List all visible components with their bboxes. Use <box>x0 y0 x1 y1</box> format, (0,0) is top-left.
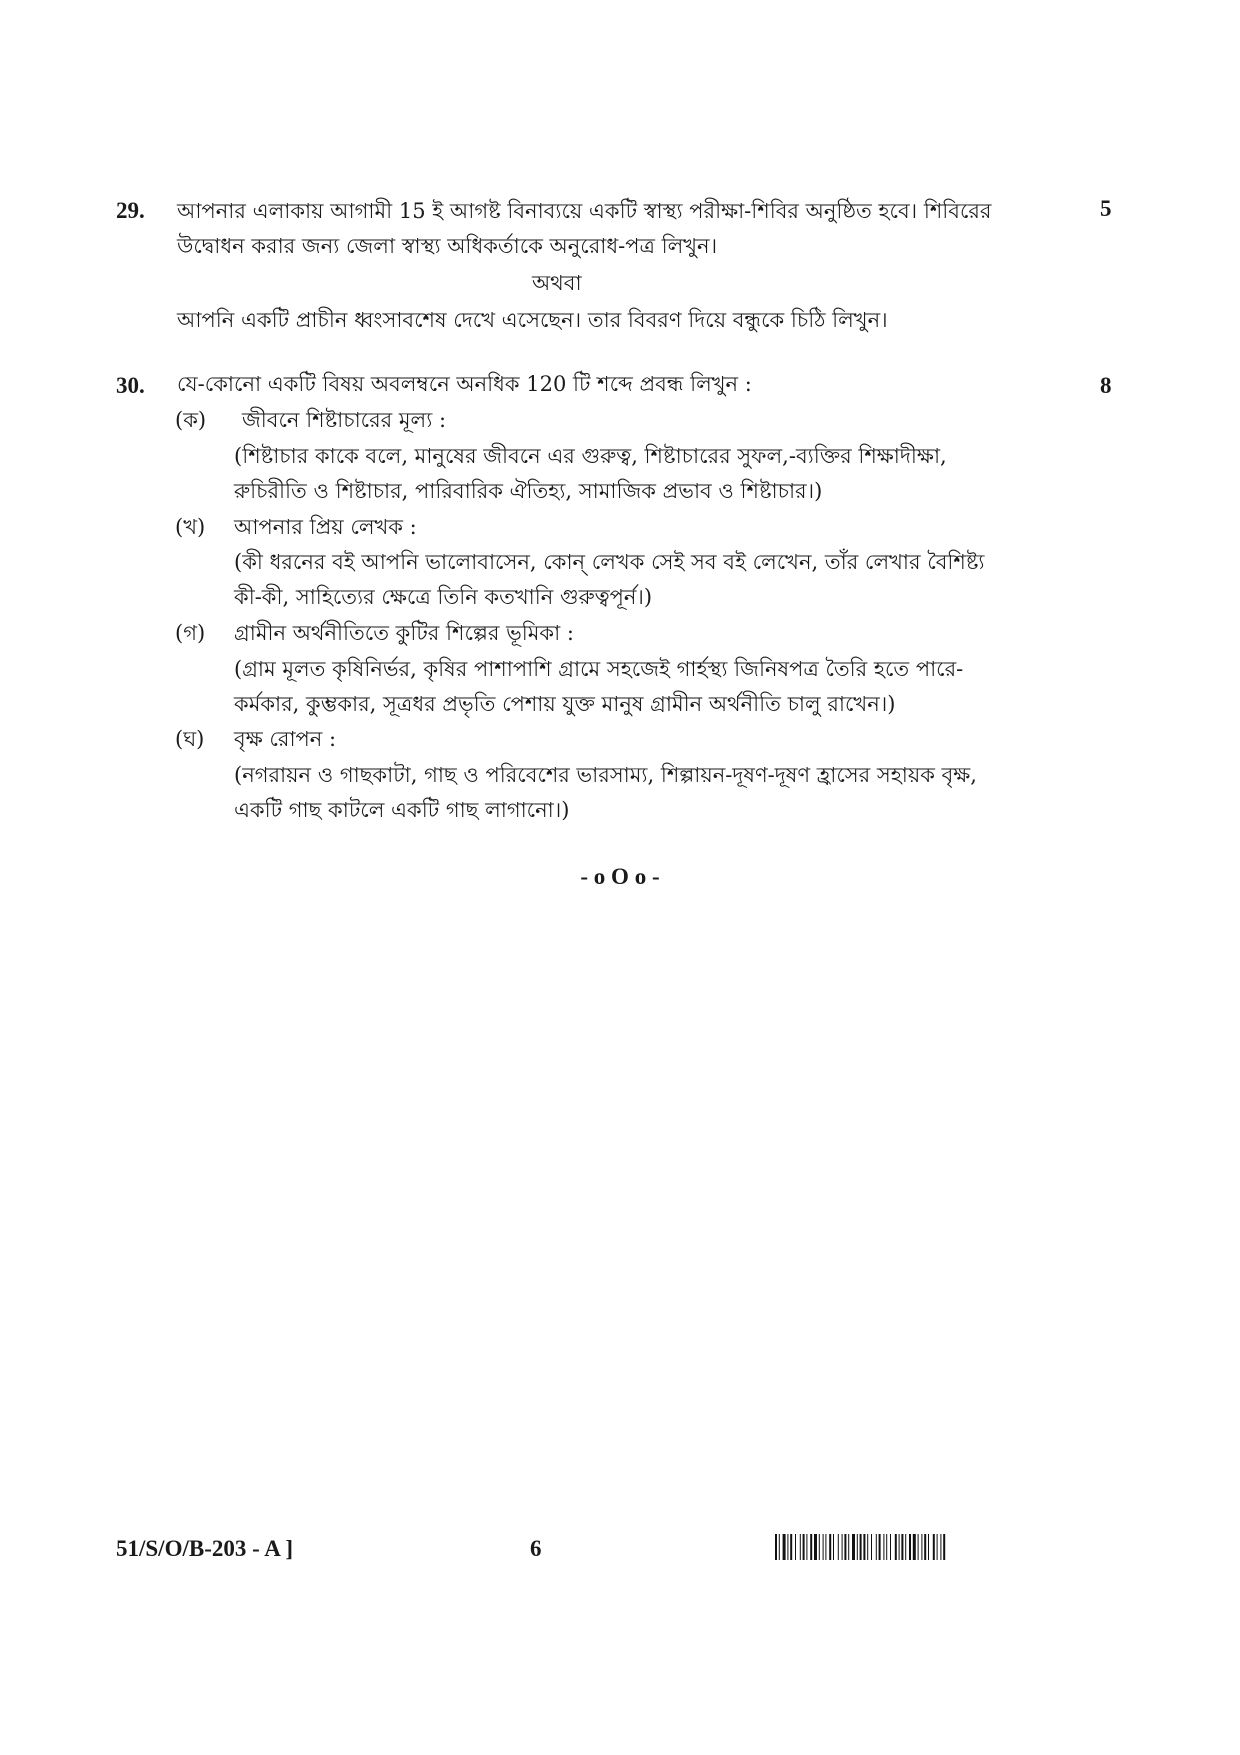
barcode-bar <box>901 1534 903 1560</box>
option-hint-line: (গ্রাম মূলত কৃষিনির্ভর, কৃষির পাশাপাশি গ্রামে সহজেই গার্হস্থ্য জিনিষপত্র তৈরি হতে পারে- <box>234 657 964 681</box>
barcode-bar <box>933 1534 935 1560</box>
page-number: 6 <box>530 1536 542 1561</box>
barcode-bar <box>921 1534 922 1560</box>
barcode-bar <box>909 1534 911 1560</box>
question-30-intro: যে-কোনো একটি বিষয় অবলম্বনে অনধিক 120 টি শব্দে প্রবন্ধ লিখুন : <box>177 372 752 396</box>
barcode-bar <box>779 1534 780 1560</box>
barcode-bar <box>838 1534 839 1560</box>
option-label: (ঘ) <box>175 727 205 751</box>
option-label: (ক) <box>175 408 207 432</box>
paper-code: 51/S/O/B-203 - A ] <box>116 1536 293 1561</box>
barcode-bar <box>860 1534 862 1560</box>
question-30-number: 30. <box>116 373 145 398</box>
question-29-marks: 5 <box>1100 196 1112 221</box>
barcode-bar <box>795 1534 796 1560</box>
barcode-bar <box>783 1534 786 1560</box>
option-hint-line: (শিষ্টাচার কাকে বলে, মানুষের জীবনে এর গুরুত্ব, শিষ্টাচারের সুফল,-ব্যক্তির শিক্ষাদীক্ষা, <box>234 444 947 468</box>
option-hint-line: কর্মকার, কুম্ভকার, সূত্রধর প্রভৃতি পেশায় যুক্ত মানুষ গ্রামীন অর্থনীতি চালু রাখেন।) <box>234 692 896 716</box>
barcode-bar <box>848 1534 849 1560</box>
barcode-bar <box>787 1534 788 1560</box>
barcode-bar <box>928 1534 929 1560</box>
barcode-bar <box>871 1534 872 1560</box>
barcode-bar <box>814 1534 817 1560</box>
barcode-bar <box>823 1534 824 1560</box>
question-29-or: অথবা <box>532 271 582 295</box>
option-title: বৃক্ষ রোপন : <box>234 727 337 751</box>
barcode-bar <box>879 1534 881 1560</box>
barcode-bar <box>844 1534 846 1560</box>
barcode-bar <box>895 1534 897 1560</box>
question-29-line-1: আপনার এলাকায় আগামী 15 ই আগষ্ট বিনাব্যয়ে একটি স্বাস্থ্য পরীক্ষা-শিবির অনুষ্ঠিত হবে। শিবিরের <box>177 199 992 223</box>
barcode-bar <box>899 1534 900 1560</box>
option-label: (গ) <box>175 621 206 645</box>
option-hint-line: (কী ধরনের বই আপনি ভালোবাসেন, কোন্‌ লেখক সেই সব বই লেখেন, তাঁর লেখার বৈশিষ্ট্য <box>234 550 985 574</box>
barcode-bar <box>852 1534 855 1560</box>
barcode-bar <box>937 1534 938 1560</box>
barcode-bar <box>833 1534 834 1560</box>
question-30-marks: 8 <box>1100 373 1112 398</box>
barcode-bar <box>913 1534 916 1560</box>
barcode-bar <box>842 1534 843 1560</box>
option-title: গ্রামীন অর্থনীতিতে কুটির শিল্পের ভূমিকা : <box>234 621 574 645</box>
barcode-bar <box>775 1534 777 1560</box>
barcode-bar <box>905 1534 906 1560</box>
barcode-bar <box>918 1534 919 1560</box>
barcode-bar <box>800 1534 801 1560</box>
option-title: আপনার প্রিয় লেখক : <box>234 515 417 539</box>
barcode-bar <box>857 1534 858 1560</box>
barcode-bar <box>810 1534 812 1560</box>
barcode-bar <box>819 1534 820 1560</box>
barcode-bar <box>803 1534 805 1560</box>
barcode-bar <box>940 1534 941 1560</box>
barcode-bar <box>890 1534 891 1560</box>
barcode-bar <box>806 1534 807 1560</box>
option-hint-line: রুচিরীতি ও শিষ্টাচার, পারিবারিক ঐতিহ্য, সামাজিক প্রভাব ও শিষ্টাচার।) <box>234 479 823 503</box>
barcode-bar <box>790 1534 792 1560</box>
barcode-bar <box>883 1534 884 1560</box>
question-29-line-2: উদ্বোধন করার জন্য জেলা স্বাস্থ্য অধিকর্তাকে অনুরোধ-পত্র লিখুন। <box>177 234 718 258</box>
barcode-bar <box>924 1534 926 1560</box>
barcode-bar <box>867 1534 868 1560</box>
barcode-bar <box>829 1534 831 1560</box>
option-hint-line: কী-কী, সাহিত্যের ক্ষেত্রে তিনি কতখানি গুরুত্বপূর্ন।) <box>234 585 653 609</box>
option-hint-line: একটি গাছ কাটলে একটি গাছ লাগানো।) <box>234 798 570 822</box>
barcode-bar <box>825 1534 826 1560</box>
option-label: (খ) <box>175 515 206 539</box>
barcode-bar <box>876 1534 877 1560</box>
barcode-icon <box>775 1534 1031 1560</box>
barcode-bar <box>886 1534 887 1560</box>
barcode-bar <box>943 1534 945 1560</box>
option-hint-line: (নগরায়ন ও গাছকাটা, গাছ ও পরিবেশের ভারসাম্য, শিল্পায়ন-দূষণ-দূষণ হ্রাসের সহায়ক বৃক্ষ, <box>234 763 977 787</box>
end-of-paper-mark: - o O o - <box>580 864 660 889</box>
question-29-number: 29. <box>116 198 145 223</box>
option-title: জীবনে শিষ্টাচারের মূল্য : <box>242 408 447 432</box>
barcode-bar <box>863 1534 865 1560</box>
question-29-line-3: আপনি একটি প্রাচীন ধ্বংসাবশেষ দেখে এসেছেন। তার বিবরণ দিয়ে বন্ধুকে চিঠি লিখুন। <box>177 308 888 332</box>
